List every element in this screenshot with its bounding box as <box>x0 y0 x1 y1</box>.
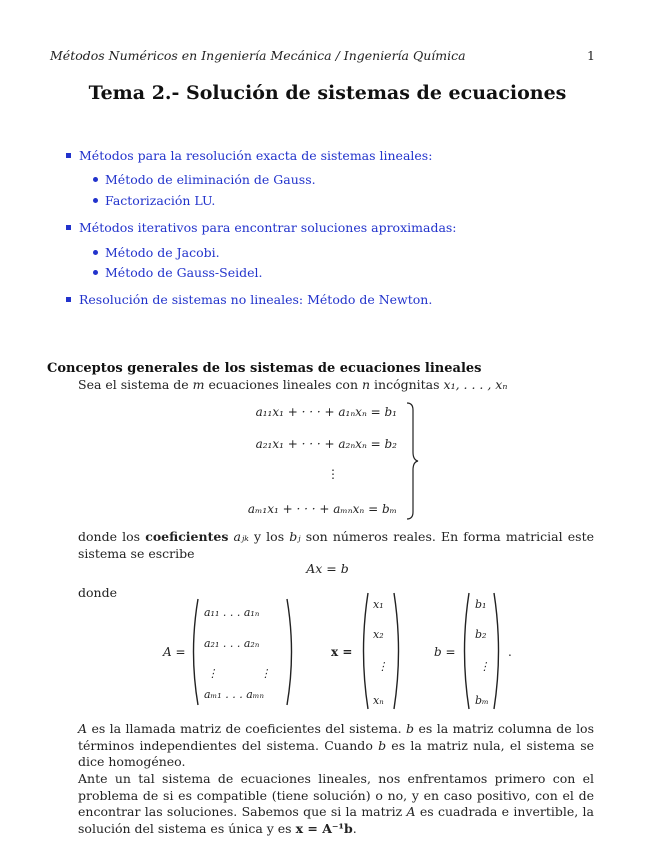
outline-subitem-gauss-text: Método de eliminación de Gauss. <box>105 172 316 187</box>
vector-x-row-n: xₙ <box>373 694 384 707</box>
intro-text-1: Sea el sistema de <box>78 377 193 392</box>
paragraph-compatibility <box>78 771 594 837</box>
para3-end: . <box>352 820 357 836</box>
para2-text-2: es la matriz columna de los términos independientes del sistema. Cuando <box>78 721 595 753</box>
square-bullet-icon <box>66 225 71 230</box>
unknowns-list: x₁, . . . , xₙ <box>443 377 508 392</box>
var-b-2: b <box>378 737 387 753</box>
equation-row-1: a₁₁x₁ + · · · + a₁ₙxₙ = b₁ <box>255 405 397 419</box>
matrix-A-row-m: aₘ₁ . . . aₘₙ <box>204 688 264 701</box>
square-bullet-icon <box>66 297 71 302</box>
intro-sentence <box>78 377 507 394</box>
round-bullet-icon <box>93 250 98 255</box>
outline-item-1-text: Métodos para la resolución exacta de sistemas lineales: <box>79 148 433 163</box>
outline-subitem-gauss-seidel <box>93 265 263 280</box>
page-title: Tema 2.- Solución de sistemas de ecuaciones <box>88 82 567 104</box>
vector-b-row-2: b₂ <box>475 628 487 641</box>
var-n: n <box>361 377 371 392</box>
paragraph-coefficient-matrix <box>78 721 594 771</box>
equation-row-m: aₘ₁x₁ + · · · + aₘₙxₙ = bₘ <box>247 502 397 516</box>
var-A-2: A <box>406 804 416 819</box>
vector-b-row-1: b₁ <box>475 598 487 611</box>
vector-b-label: b = <box>434 645 456 659</box>
outline-subitem-jacobi-text: Método de Jacobi. <box>105 245 220 260</box>
outline-subitem-jacobi <box>93 245 220 260</box>
para2-text-1: es la llamada matriz de coeficientes del sistema. <box>87 721 407 736</box>
var-ajk: aⱼₖ <box>233 529 249 544</box>
matrix-equation <box>0 561 655 576</box>
vector-x-right-paren <box>392 592 404 710</box>
running-header: Métodos Numéricos en Ingeniería Mecánica / Ingeniería Química <box>50 48 466 63</box>
vector-x-row-2: x₂ <box>373 628 384 641</box>
var-bj: bⱼ <box>289 529 301 544</box>
outline-subitem-gauss-seidel-text: Método de Gauss-Seidel. <box>105 265 263 280</box>
para1-text-1: donde los <box>78 529 146 544</box>
vector-b-period: . <box>508 645 512 659</box>
matrix-A-label: A = <box>163 645 186 659</box>
outline-subitem-lu <box>93 193 215 208</box>
var-b: b <box>406 721 415 736</box>
round-bullet-icon <box>93 270 98 275</box>
outline-subitem-lu-text: Factorización LU. <box>105 193 216 208</box>
outline-item-3-text: Resolución de sistemas no lineales: Método de Newton. <box>79 292 433 307</box>
vector-b-row-3: ⋮ <box>479 660 490 673</box>
para3-text-1: Ante un tal sistema de ecuaciones lineales, nos enfrentamos primero con el problema de si es compatible (tiene solución) o no, y en caso positivo, con el de encontrar las soluciones. Sabemos que si la matriz <box>78 771 594 819</box>
matrix-A-left-paren <box>188 598 200 706</box>
vector-x-row-1: x₁ <box>373 598 384 611</box>
outline-item-2 <box>66 220 457 235</box>
matrix-A-row-3: ⋮ ⋮ <box>207 667 271 680</box>
equation-row-vdots: ⋮ <box>327 467 339 481</box>
matrix-A-right-paren <box>285 598 297 706</box>
outline-subitem-gauss <box>93 172 316 187</box>
para1-text-3: son números reales. En forma matricial este sistema se escribe <box>78 529 594 561</box>
para3-text-2: es cuadrada e invertible, la solución del sistema es única y es <box>78 804 594 836</box>
vector-b-row-m: bₘ <box>475 694 489 707</box>
matrix-A-row-1: a₁₁ . . . a₁ₙ <box>204 606 260 619</box>
vector-x-label: x = <box>331 645 353 659</box>
round-bullet-icon <box>93 198 98 203</box>
outline-item-3 <box>66 292 432 307</box>
section-heading: Conceptos generales de los sistemas de ecuaciones lineales <box>47 361 482 376</box>
vector-b-left-paren <box>459 592 471 710</box>
matrix-equation-text: Ax = b <box>306 561 349 576</box>
solution-formula: x = A⁻¹b <box>295 820 353 836</box>
right-brace <box>405 402 419 520</box>
para2-text-3: es la matriz nula, el sistema se dice homogéneo. <box>78 737 595 769</box>
equation-row-2: a₂₁x₁ + · · · + a₂ₙxₙ = b₂ <box>255 437 397 451</box>
outline-item-1 <box>66 148 432 163</box>
round-bullet-icon <box>93 177 98 182</box>
vector-x-row-3: ⋮ <box>377 660 388 673</box>
para1-bold-term: coeficientes <box>145 529 229 544</box>
vector-b-right-paren <box>492 592 504 710</box>
var-A: A <box>78 721 88 736</box>
var-m: m <box>192 377 205 392</box>
intro-text-3: incógnitas <box>370 377 444 392</box>
para1-text-2: y los <box>248 529 290 544</box>
vector-x-left-paren <box>358 592 370 710</box>
matrix-A-row-2: a₂₁ . . . a₂ₙ <box>204 637 260 650</box>
page-number: 1 <box>587 48 595 63</box>
square-bullet-icon <box>66 153 71 158</box>
paragraph-coefficients <box>78 529 594 562</box>
intro-text-2: ecuaciones lineales con <box>204 377 362 392</box>
outline-item-2-text: Métodos iterativos para encontrar soluciones aproximadas: <box>79 220 457 235</box>
donde-text: donde <box>78 585 117 600</box>
